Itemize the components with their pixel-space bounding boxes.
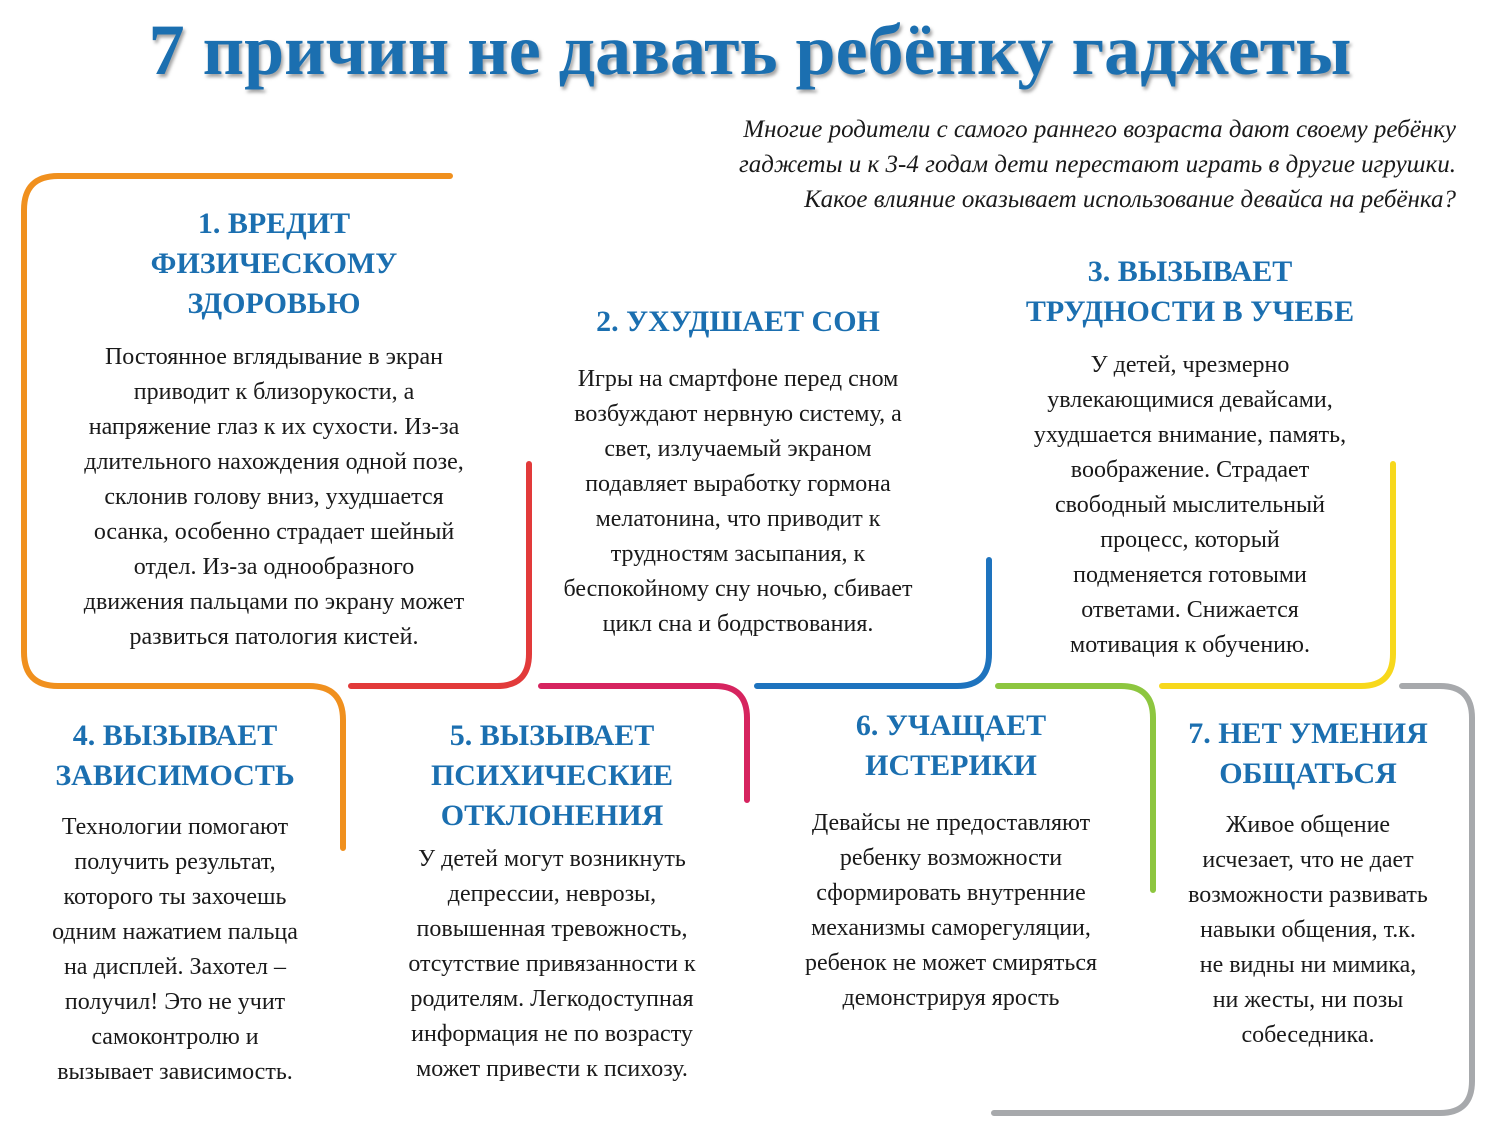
reason-card-7	[1160, 714, 1456, 1053]
text-line: отдел. Из-за однообразного	[133, 554, 415, 580]
text-line: возбуждают нервную систему, а	[574, 401, 902, 427]
text-line: напряжение глаз к их сухости. Из-за	[88, 414, 460, 440]
text-line: демонстрируя ярость	[842, 985, 1060, 1011]
text-line: возможности развивать	[1188, 882, 1428, 908]
text-line: ответами. Снижается	[1081, 597, 1299, 623]
text-line: беспокойному сну ночью, сбивает	[563, 576, 913, 602]
text-line: Живое общение	[1225, 812, 1391, 838]
text-line: увлекающимися девайсами,	[1047, 387, 1333, 413]
heading-line: 3. ВЫЗЫВАЕТ	[1087, 255, 1293, 288]
text-line: механизмы саморегуляции,	[811, 915, 1091, 941]
text-line: трудностям засыпания, к	[610, 541, 866, 567]
reason-text	[990, 348, 1390, 663]
heading-line: ПСИХИЧЕСКИЕ	[430, 759, 674, 792]
text-line: длительного нахождения одной позе,	[84, 449, 464, 475]
heading-line: ОТКЛОНЕНИЯ	[440, 799, 664, 832]
heading-line: ТРУДНОСТИ В УЧЕБЕ	[1025, 295, 1355, 328]
reason-text	[1160, 808, 1456, 1053]
text-line: мелатонина, что приводит к	[595, 506, 881, 532]
reason-card-6	[764, 706, 1138, 1016]
text-line: депрессии, неврозы,	[447, 881, 657, 907]
intro-line: Какое влияние оказывает использование девайса на ребёнка?	[804, 186, 1456, 213]
text-line: развиться патология кистей.	[129, 624, 419, 650]
text-line: не видны ни мимика,	[1199, 952, 1417, 978]
text-line: Технологии помогают	[61, 814, 289, 840]
text-line: ребенок не может смиряться	[804, 950, 1098, 976]
text-line: вызывает зависимость.	[57, 1059, 293, 1085]
text-line: повышенная тревожность,	[416, 916, 688, 942]
text-line: Игры на смартфоне перед сном	[577, 366, 899, 392]
reason-heading	[1160, 714, 1456, 794]
heading-line: ЗДОРОВЬЮ	[187, 287, 361, 320]
reason-heading	[368, 716, 736, 836]
reason-heading	[764, 706, 1138, 786]
page-title: 7 причин не давать ребёнку гаджеты	[148, 10, 1352, 90]
text-line: ребенку возможности	[839, 845, 1063, 871]
text-line: самоконтролю и	[91, 1024, 259, 1050]
reason-text	[24, 340, 524, 655]
text-line: родителям. Легкодоступная	[410, 986, 694, 1012]
intro-line: Многие родители с самого раннего возраста дают своему ребёнку	[743, 116, 1456, 143]
text-line: Постоянное вглядывание в экран	[104, 344, 444, 370]
text-line: склонив голову вниз, ухудшается	[104, 484, 444, 510]
text-line: получить результат,	[74, 849, 276, 875]
text-line: ухудшается внимание, память,	[1033, 422, 1347, 448]
text-line: воображение. Страдает	[1070, 457, 1310, 483]
text-line: может привести к психозу.	[416, 1056, 688, 1082]
reason-card-5	[368, 716, 736, 1087]
heading-line: ФИЗИЧЕСКОМУ	[150, 247, 398, 280]
heading-line: ЗАВИСИМОСТЬ	[55, 759, 295, 792]
reason-card-3	[990, 252, 1390, 663]
reason-card-2	[532, 302, 944, 642]
text-line: осанка, особенно страдает шейный	[93, 519, 455, 545]
text-line: У детей могут возникнуть	[418, 846, 686, 872]
reason-card-1	[24, 204, 524, 655]
text-line: цикл сна и бодрствования.	[602, 611, 874, 637]
intro-text	[560, 112, 1456, 217]
reason-heading	[990, 252, 1390, 332]
text-line: приводит к близорукости, а	[133, 379, 415, 405]
text-line: движения пальцами по экрану может	[83, 589, 465, 615]
text-line: процесс, который	[1100, 527, 1280, 553]
reason-text	[764, 806, 1138, 1016]
text-line: мотивация к обучению.	[1070, 632, 1310, 658]
heading-line: 2. УХУДШАЕТ СОН	[596, 305, 880, 338]
text-line: одним нажатием пальца	[52, 919, 298, 945]
reason-text	[368, 842, 736, 1087]
text-line: собеседника.	[1241, 1022, 1375, 1048]
text-line: информация не по возрасту	[411, 1021, 693, 1047]
heading-line: ИСТЕРИКИ	[865, 749, 1037, 782]
heading-line: 6. УЧАЩАЕТ	[855, 709, 1047, 742]
text-line: на дисплей. Захотел –	[63, 954, 287, 980]
reason-card-4	[20, 716, 330, 1090]
reason-text	[20, 810, 330, 1090]
text-line: Девайсы не предоставляют	[811, 810, 1091, 836]
text-line: ни жесты, ни позы	[1212, 987, 1404, 1013]
text-line: У детей, чрезмерно	[1090, 352, 1290, 378]
heading-line: 1. ВРЕДИТ	[197, 207, 351, 240]
text-line: сформировать внутренние	[816, 880, 1086, 906]
heading-line: 5. ВЫЗЫВАЕТ	[449, 719, 655, 752]
text-line: свободный мыслительный	[1054, 492, 1326, 518]
reason-heading	[532, 302, 944, 342]
text-line: отсутствие привязанности к	[408, 951, 696, 977]
heading-line: 7. НЕТ УМЕНИЯ	[1188, 717, 1428, 750]
text-line: подавляет выработку гормона	[585, 471, 891, 497]
text-line: получил! Это не учит	[64, 989, 286, 1015]
text-line: которого ты захочешь	[63, 884, 287, 910]
heading-line: 4. ВЫЗЫВАЕТ	[72, 719, 278, 752]
reason-heading	[20, 716, 330, 796]
text-line: подменяется готовыми	[1073, 562, 1307, 588]
text-line: навыки общения, т.к.	[1200, 917, 1416, 943]
text-line: свет, излучаемый экраном	[604, 436, 872, 462]
reason-heading	[24, 204, 524, 324]
heading-line: ОБЩАТЬСЯ	[1219, 757, 1397, 790]
intro-line: гаджеты и к 3-4 годам дети перестают играть в другие игрушки.	[738, 151, 1456, 178]
text-line: исчезает, что не дает	[1202, 847, 1414, 873]
reason-text	[532, 362, 944, 642]
